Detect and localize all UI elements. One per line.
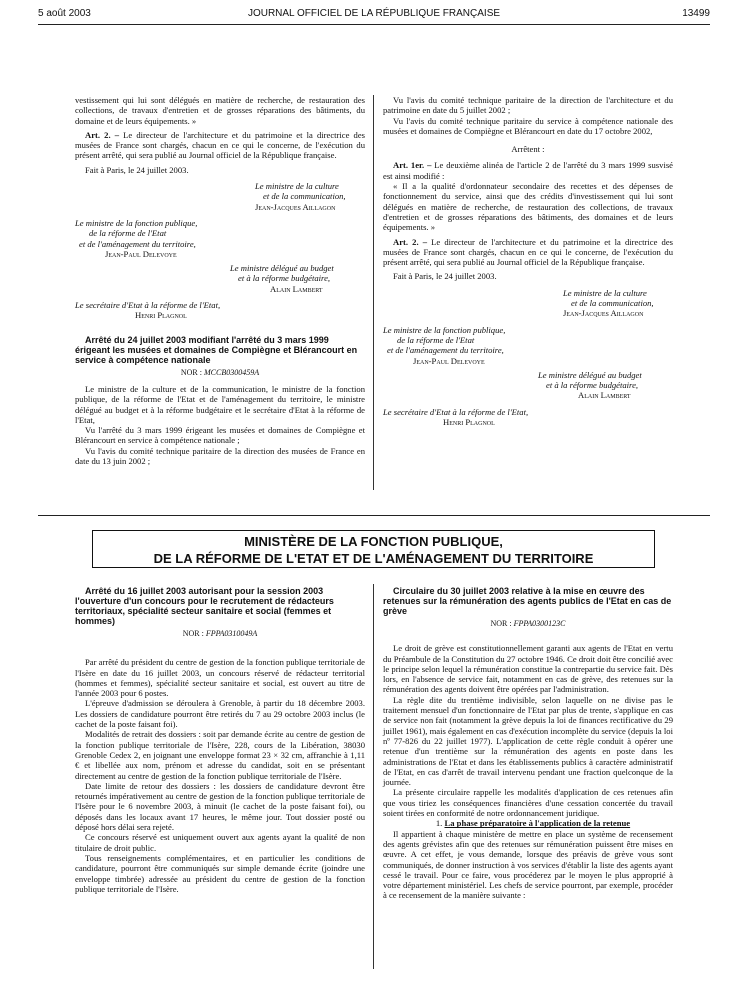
bottom-left-column (75, 586, 365, 894)
ministry-line-1: MINISTÈRE DE LA FONCTION PUBLIQUE, (244, 534, 503, 549)
article-2: Art. 2. – Le directeur de l'architecture et du patrimoine et la directrice des musées de France sont chargés, chacun en ce qui le concerne, de l'exécution du présent arrêté, qui sera publié au Journal officiel de la République française. (75, 129, 365, 161)
article-2: Art. 2. – Le directeur de l'architecture et du patrimoine et la directrice des musées de France sont chargés, chacun en ce qui le concerne, de l'exécution du présent arrêté, qui sera publié au Journal officiel de la République française. (383, 236, 673, 268)
paragraph: Le ministre de la culture et de la communication, le ministre de la fonction publique, de la réforme de l'Etat et de l'aménagement du territoire, le ministre délégué au budget et à la réforme budgétaire et le secrétaire d'Etat à la réforme de l'Etat, (75, 383, 365, 425)
paragraph: Le droit de grève est constitutionnellement garanti aux agents de l'Etat en vertu du Préambule de la Constitution du 27 octobre 1946. Ce droit doit être concilié avec le principe selon lequel la rémunération constitue la contrepartie du service fait. Dès lors, en l'absence de service fait, notamment en cas de grève, des retenues sur la rémunération des agents doivent être opérées par l'administration. (383, 643, 673, 695)
page-header (38, 8, 710, 22)
signature-secretaire: Le secrétaire d'Etat à la réforme de l'Etat, Henri Plagnol (75, 300, 221, 321)
arrete-word: Arrêtent : (511, 144, 545, 155)
paragraph: Vu l'avis du comité technique paritaire de la direction de l'architecture et du patrimoine en date du 5 juillet 2002 ; (383, 95, 673, 116)
paragraph: Vu l'avis du comité technique paritaire du service à compétence nationale des musées et domaines de Compiègne et Blérancourt en date du 17 octobre 2002, (383, 115, 673, 136)
paragraph: La présente circulaire rappelle les modalités d'application de ces retenues afin que vous tiriez les conséquences financières d'une cessation concertée du travail soient tirées en conformité de notre ordonnancement juridique. (383, 787, 673, 819)
article-1: Art. 1er. – Le deuxième alinéa de l'article 2 de l'arrêté du 3 mars 1999 susvisé est ainsi modifié : (383, 160, 673, 181)
arrete-heading: Arrêté du 16 juillet 2003 autorisant pour la session 2003 l'ouverture d'un concours pour le recrutement de rédacteurs territoriaux, spécialité secteur sanitaire et social (femmes et hommes) (75, 586, 334, 626)
ministry-line-2: DE LA RÉFORME DE L'ETAT ET DE L'AMÉNAGEMENT DU TERRITOIRE (153, 551, 594, 566)
signature-fonction-publique: Le ministre de la fonction publique, de la réforme de l'Etat et de l'aménagement du territoire, Jean-Paul Delevoye (75, 217, 198, 259)
section-rule (38, 515, 710, 516)
header-rule (38, 24, 710, 25)
top-right-column (383, 95, 673, 427)
issue-date: 5 août 2003 (38, 8, 91, 19)
paragraph: Tous renseignements complémentaires, et en particulier les conditions de candidature, pourront être communiqués sur simple demande écrite (joindre une enveloppe timbrée) adressée au président du centre de gestion de la fonction publique territoriale de l'Isère. (75, 852, 365, 894)
signature-date: Fait à Paris, le 24 juillet 2003. (393, 271, 497, 282)
paragraph: L'épreuve d'admission se déroulera à Grenoble, à partir du 18 décembre 2003. Les dossiers de candidature pourront être retirés du 7 au 29 octobre 2003 inclus (le cachet de la poste faisant foi). (75, 698, 365, 730)
signature-budget: Le ministre délégué au budget et à la réforme budgétaire, Alain Lambert (538, 369, 642, 401)
quoted-text: « Il a la qualité d'ordonnateur secondaire des recettes et des dépenses de fonctionnement du service, ainsi que des crédits d'investissement qui lui sont délégués en matière de recherche, de restauration des collections, de travaux d'entretien et de grosses réparations des bâtiments, des domaines et de leurs équipements. » (383, 181, 673, 233)
paragraph: Date limite de retour des dossiers : les dossiers de candidature devront être retournés impérativement au centre de gestion de la fonction publique territoriale de l'Isère pour le 6 novembre 2003, à minuit (le cachet de la poste faisant foi), ou déposés dans les locaux avant 17 heures, le même jour. Tout dossier posté ou déposé hors délai sera rejeté. (75, 780, 365, 833)
paragraph: La règle dite du trentième indivisible, selon laquelle on ne divise pas le traitement mensuel d'un fonctionnaire de l'Etat par plus de trente, s'applique en cas de service non fait (notamment la grève depuis la loi de finances rectificative du 29 juillet 1961), mais également en cas d'exécution incomplète du service (depuis la loi nº 77-826 du 22 juillet 1977). L'application de cette règle conduit à opérer une retenue d'un trentième sur la rémunération des agents en poste dans les administrations de l'Etat et dans les établissements publics à caractère administratif de l'Etat, en cas d'arrêt de travail intervenu pendant une fraction quelconque de la journée. (383, 694, 673, 788)
signature-culture: Le ministre de la culture et de la communication, Jean-Jacques Aillagon (255, 181, 346, 212)
nor-reference: NOR : MCCB0300459A (180, 367, 260, 377)
paragraph: Ce concours réservé est uniquement ouvert aux agents ayant la qualité de non titulaire de droit public. (75, 832, 365, 853)
journal-title: JOURNAL OFFICIEL DE LA RÉPUBLIQUE FRANÇAISE (247, 8, 501, 19)
column-divider-bottom (373, 584, 374, 969)
column-divider-top (373, 95, 374, 490)
paragraph: Il appartient à chaque ministère de mettre en place un système de recensement des agents grévistes afin que des retenues sur rémunération puissent être mises en œuvre. A cet effet, je vous demande, lorsque des préavis de grève vous sont communiqués, de donner instruction à vos services d'établir la liste des agents ayant cessé le travail. Pour ce faire, vous procéderez par le moyen le plus approprié à votre département ministériel. Les chefs de service pourront, par exemple, procéder à ce recensement de la manière suivante : (383, 828, 673, 901)
bottom-right-column (383, 586, 673, 901)
signature-budget: Le ministre délégué au budget et à la réforme budgétaire, Alain Lambert (230, 263, 334, 294)
nor-reference: NOR : FPPA0300123C (490, 619, 566, 628)
signature-culture: Le ministre de la culture et de la communication, Jean-Jacques Aillagon (563, 287, 654, 319)
signature-date: Fait à Paris, le 24 juillet 2003. (85, 164, 189, 175)
circulaire-heading: Circulaire du 30 juillet 2003 relative à la mise en œuvre des retenues sur la rémunération des agents publics de l'Etat en cas de grève (383, 586, 672, 616)
section-heading: 1. La phase préparatoire à l'application de la retenue (435, 818, 631, 829)
page-number: 13499 (682, 8, 710, 19)
paragraph: Vu l'avis du comité technique paritaire de la direction des musées de France en date du 13 juin 2002 ; (75, 445, 365, 467)
signature-fonction-publique: Le ministre de la fonction publique, de la réforme de l'Etat et de l'aménagement du territoire, Jean-Paul Delevoye (383, 324, 506, 366)
nor-reference: NOR : FPPA0310049A (182, 629, 258, 638)
paragraph: vestissement qui lui sont délégués en matière de recherche, de restauration des collections, de travaux d'entretien et de grosses réparations des bâtiments, du domaine et de leurs équipements. » (75, 95, 365, 126)
arrete-heading: Arrêté du 24 juillet 2003 modifiant l'arrêté du 3 mars 1999 érigeant les musées et domaines de Compiègne et Blérancourt en service à compétence nationale (75, 334, 358, 365)
paragraph: Par arrêté du président du centre de gestion de la fonction publique territoriale de l'Isère en date du 16 juillet 2003, un concours réservé de rédacteur territorial (hommes et femmes), spécialité secteur sanitaire et social, est ouvert au titre de l'année 2003 pour 6 postes. (75, 657, 365, 699)
ministry-banner (92, 530, 655, 568)
paragraph: Vu l'arrêté du 3 mars 1999 érigeant les musées et domaines de Compiègne et Blérancourt en service à compétence nationale ; (75, 425, 365, 446)
paragraph: Modalités de retrait des dossiers : soit par demande écrite au centre de gestion de la fonction publique territoriale de l'Isère, 228, cours de la Libération, 38030 Grenoble Cedex 2, en joignant une enveloppe format 23 × 32 cm, affranchie à 1,11 € et libellée aux nom, prénom et adresse du candidat, soit en se présentant directement au centre de gestion de la fonction publique territoriale de l'Isère. (75, 729, 365, 781)
signature-secretaire: Le secrétaire d'Etat à la réforme de l'Etat, Henri Plagnol (383, 406, 529, 428)
top-left-column (75, 95, 365, 466)
